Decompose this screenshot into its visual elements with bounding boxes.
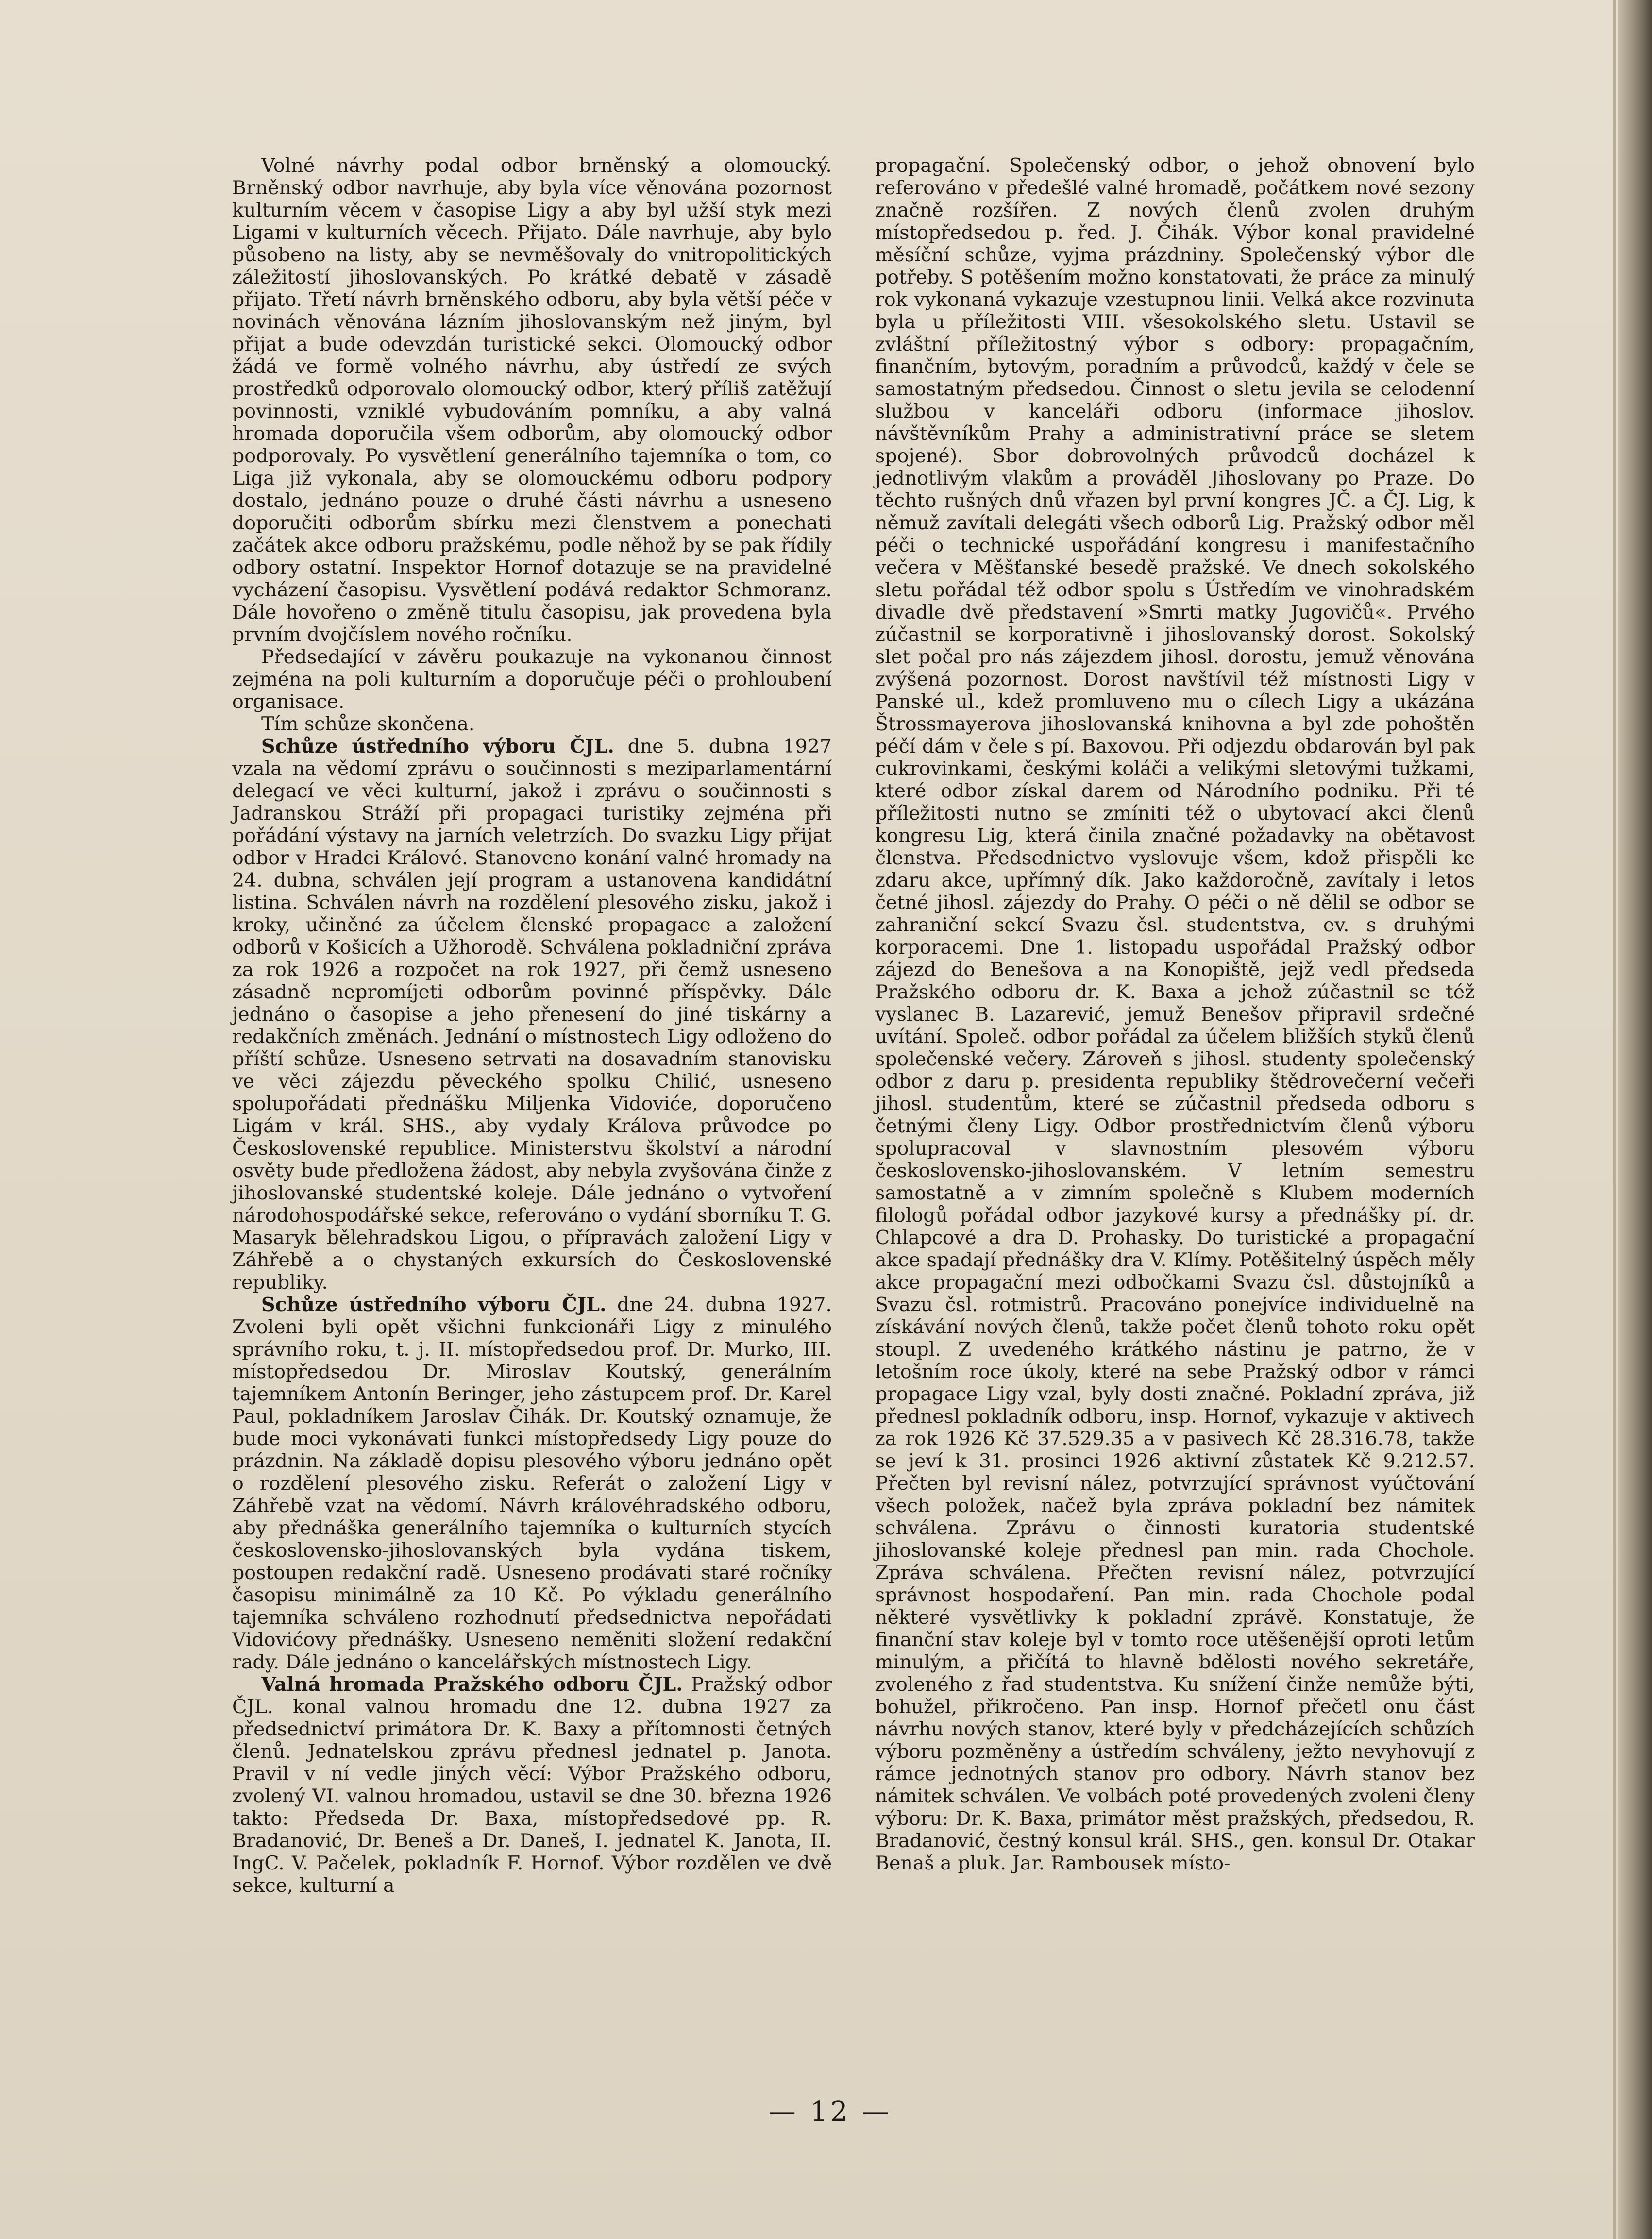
paragraph-prague-general-meeting xyxy=(232,1673,832,1897)
paragraph-chair-closing: Předsedající v závěru poukazuje na vykonanou činnost zejména na poli kulturním a doporučuje péči o prohloubení organisace. xyxy=(232,646,832,713)
paragraph-meeting-ended: Tím schůze skončena. xyxy=(261,713,475,735)
paragraph-central-committee-april-5 xyxy=(232,735,832,1294)
section-title: Valná hromada Pražského odboru ČJL. xyxy=(261,1673,683,1696)
binding-edge xyxy=(1618,0,1652,2239)
page-edge-line xyxy=(1613,0,1616,2239)
right-column xyxy=(875,154,1475,1874)
left-column xyxy=(232,154,832,1897)
section-title: Schůze ústředního výboru ČJL. xyxy=(261,735,614,758)
section-title: Schůze ústředního výboru ČJL. xyxy=(261,1294,607,1316)
paragraph-prague-continued: propagační. Společenský odbor, o jehož obnovení bylo referováno v předešlé valné hromadě, počátkem nové sezony značně rozšířen. Z nových členů zvolen druhým místopředsedou p. řed. J. Čihák. Výbor konal pravidelné měsíční schůze, vyjma prázdniny. Společenský výbor dle potřeby. S potěšením možno konstatovati, že práce za minulý rok vykonaná vykazuje vzestupnou linii. Velká akce rozvinuta byla u příležitosti VIII. všesokolského sletu. Ustavil se zvláštní příležitostný výbor s odbory: propagačním, finančním, bytovým, poradním a průvodců, každý v čele se samostatným předsedou. Činnost o sletu jevila se celodenní službou v kanceláři odboru (informace jihoslov. návštěvníkům Prahy a administrativní práce se sletem spojené). Sbor dobrovolných průvodců docházel k jednotlivým vlakům a prováděl Jihoslovany po Praze. Do těchto rušných dnů vřazen byl první kongres JČ. a ČJ. Lig, k němuž zavítali delegáti všech odborů Lig. Pražský odbor měl péči o technické uspořádání kongresu i manifestačního večera v Měšťanské besedě pražské. Ve dnech sokolského sletu pořádal též odbor spolu s Ústředím ve vinohradském divadle dvě představení »Smrti matky Jugovičů«. Prvého zúčastnil se korporativně i jihoslovanský dorost. Sokolský slet počal pro nás zájezdem jihosl. dorostu, jemuž věnována zvýšená pozornost. Dorost navštívil též místnosti Ligy v Panské ul., kdež promluveno mu o cílech Ligy a ukázána Štrossmayerova jihoslovanská knihovna a byl zde pohoštěn péčí dám v čele s pí. Baxovou. Při odjezdu obdarován byl pak cukrovinkami, českými koláči a velikými sletovými tužkami, které odbor získal darem od Národního podniku. Při té příležitosti nutno se zmíniti též o ubytovací akci členů kongresu Lig, která činila značné požadavky na obětavost členstva. Předsednictvo vyslovuje všem, kdož přispěli ke zdaru akce, upřímný dík. Jako každoročně, zavítaly i letos četné jihosl. zájezdy do Prahy. O péči o ně dělil se odbor se zahraniční sekcí Svazu čsl. studentstva, ev. s druhými korporacemi. Dne 1. listopadu uspořádal Pražský odbor zájezd do Benešova a na Konopiště, jejž vedl předseda Pražského odboru dr. K. Baxa a jehož zúčastnil se též vyslanec B. Lazarević, jemuž Benešov připravil srdečné uvítání. Společ. odbor pořádal za účelem bližších styků členů společenské večery. Zároveň s jihosl. studenty společenský odbor z daru p. presidenta republiky štědrovečerní večeři jihosl. studentům, které se zúčastnil předseda odboru s četnými členy Ligy. Odbor prostřednictvím členů výboru spolupracoval v slavnostním plesovém výboru československo-jihoslovanském. V letním semestru samostatně a v zimním společně s Klubem moderních filologů pořádal odbor jazykové kursy a přednášky pí. dr. Chlapcové a dra D. Prohasky. Do turistické a propagační akce spadají přednášky dra V. Klímy. Potěšitelný úspěch měly akce propagační mezi odbočkami Svazu čsl. důstojníků a Svazu čsl. rotmistrů. Pracováno ponejvíce individuelně na získávání nových členů, takže počet členů tohoto roku opět stoupl. Z uvedeného krátkého nástinu je patrno, že v letošním roce úkoly, které na sebe Pražský odbor v rámci propagace Ligy vzal, byly dosti značné. Pokladní zpráva, již přednesl pokladník odboru, insp. Hornof, vykazuje v aktivech za rok 1926 Kč 37.529.35 a v pasivech Kč 28.316.78, takže se jeví k 31. prosinci 1926 aktivní zůstatek Kč 9.212.57. Přečten byl revisní nález, potvrzující správnost vyúčtování všech položek, načež byla zpráva pokladní bez námitek schválena. Zprávu o činnosti kuratoria studentské jihoslovanské koleje přednesl pan min. rada Chochole. Zpráva schválena. Přečten revisní nález, potvrzující správnost hospodaření. Pan min. rada Chochole podal některé vysvětlivky k pokladní zprávě. Konstatuje, že finanční stav koleje byl v tomto roce utěšenější oproti letům minulým, a přičítá to hlavně bdělosti nového sekretáře, zvoleného z řad studentstva. Ku snížení činže nemůže býti, bohužel, přikročeno. Pan insp. Hornof přečetl onu část návrhu nových stanov, které byly v předcházejících schůzích výboru pozměněny a ústředím schváleny, ježto nevyhovují z rámce jednotných stanov pro odbory. Návrh stanov bez námitek schválen. Ve volbách poté provedených zvoleni členy výboru: Dr. K. Baxa, primátor měst pražských, předsedou, R. Bradanović, čestný konsul král. SHS., gen. konsul Dr. Otakar Benaš a pluk. Jar. Rambousek místo- xyxy=(875,154,1475,1874)
paragraph-free-proposals: Volné návrhy podal odbor brněnský a olomoucký. Brněnský odbor navrhuje, aby byla více věnována pozornost kulturním věcem v časopise Ligy a aby byl užší styk mezi Ligami v kulturních věcech. Přijato. Dále navrhuje, aby bylo působeno na listy, aby se nevměšovaly do vnitropolitických záležitostí jihoslovanských. Po krátké debatě v zásadě přijato. Třetí návrh brněnského odboru, aby byla větší péče v novinách věnována lázním jihoslovanským než jiným, byl přijat a bude odevzdán turistické sekci. Olomoucký odbor žádá ve formě volného návrhu, aby ústředí ze svých prostředků odporovalo olomoucký odbor, který příliš zatěžují povinnosti, vzniklé vybudováním pomníku, a aby valná hromada doporučila všem odborům, aby olomoucký odbor podporovaly. Po vysvětlení generálního tajemníka o tom, co Liga již vykonala, aby se olomouckému odboru podpory dostalo, jednáno pouze o druhé části návrhu a usneseno doporučiti odborům sbírku mezi členstvem a ponechati začátek akce odboru pražskému, podle něhož by se pak řídily odbory ostatní. Inspektor Hornof dotazuje se na pravidelné vycházení časopisu. Vysvětlení podává redaktor Schmoranz. Dále hovořeno o změně titulu časopisu, jak provedena byla prvním dvojčíslem nového ročníku. xyxy=(232,154,832,646)
section-body: Pražský odbor ČJL. konal valnou hromadu dne 12. dubna 1927 za předsednictví primátora Dr. K. Baxy a přítomnosti četných členů. Jednatelskou zprávu přednesl jednatel p. Janota. Pravil v ní vedle jiných věcí: Výbor Pražského odboru, zvolený VI. valnou hromadou, ustavil se dne 30. března 1926 takto: Předseda Dr. Baxa, místopředsedové pp. R. Bradanović, Dr. Beneš a Dr. Daneš, I. jednatel K. Janota, II. IngC. V. Pačelek, pokladník F. Hornof. Výbor rozdělen ve dvě sekce, kulturní a xyxy=(232,1673,832,1897)
page-number: — 12 — xyxy=(768,2096,893,2127)
paragraph-central-committee-april-24 xyxy=(232,1294,832,1673)
section-body: dne 24. dubna 1927. Zvoleni byli opět všichni funkcionáři Ligy z minulého správního roku, t. j. II. místopředsedou prof. Dr. Murko, III. místopředsedou Dr. Miroslav Koutský, generálním tajemníkem Antonín Beringer, jeho zástupcem prof. Dr. Karel Paul, pokladníkem Jaroslav Čihák. Dr. Koutský oznamuje, že bude moci vykonávati funkci místopředsedy Ligy pouze do prázdnin. Na základě dopisu plesového výboru jednáno opět o rozdělení plesového zisku. Referát o založení Ligy v Záhřebě vzat na vědomí. Návrh královéhradského odboru, aby přednáška generálního tajemníka o kulturních stycích československo-jihoslovanských byla vydána tiskem, postoupen redakční radě. Usneseno prodávati staré ročníky časopisu minimálně za 10 Kč. Po výkladu generálního tajemníka schváleno rozhodnutí předsednictva nepořádati Vidovićovy přednášky. Usneseno neměniti složení redakční rady. Dále jednáno o kancelářských místnostech Ligy. xyxy=(232,1294,832,1673)
section-body: dne 5. dubna 1927 vzala na vědomí zprávu o součinnosti s meziparlamentární delegací ve věci kulturní, jakož i zprávu o součinnosti s Jadranskou Stráží při propagaci turistiky zejména při pořádání výstavy na jarních veletrzích. Do svazku Ligy přijat odbor v Hradci Králové. Stanoveno konání valné hromady na 24. dubna, schválen její program a ustanovena kandidátní listina. Schválen návrh na rozdělení plesového zisku, jakož i kroky, učiněné za účelem členské propagace a založení odborů v Košicích a Užhorodě. Schválena pokladniční zpráva za rok 1926 a rozpočet na rok 1927, při čemž usneseno zásadně nepromíjeti odborům povinné příspěvky. Dále jednáno o časopise a jeho přenesení do jiné tiskárny a redakčních změnách. Jednání o místnostech Ligy odloženo do příští schůze. Usneseno setrvati na dosavadním stanovisku ve věci zájezdu pěveckého spolku Chilić, usneseno spolupořádati přednášku Miljenka Vidoviće, doporučeno Ligám v král. SHS., aby vydaly Králova průvodce po Československé republice. Ministerstvu školství a národní osvěty bude předložena žádost, aby nebyla zvyšována činže z jihoslovanské studentské koleje. Dále jednáno o vytvoření národohospodářské sekce, referováno o vydání sborníku T. G. Masaryk bělehradskou Ligou, o přípravách založení Ligy v Záhřebě a o chystaných exkursích do Československé republiky. xyxy=(232,735,832,1294)
